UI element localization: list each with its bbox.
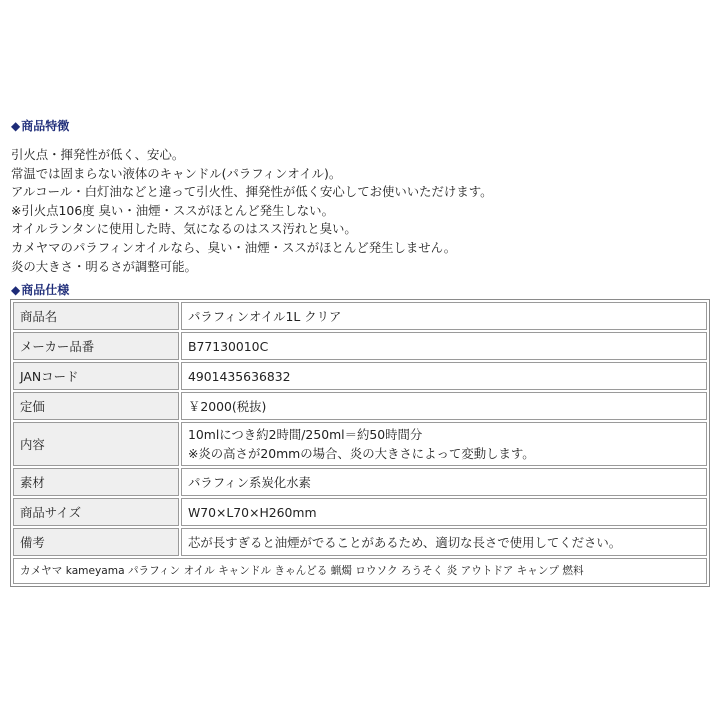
spec-row-product-name — [13, 302, 707, 330]
spec-value-line: ￥2000(税抜) — [188, 398, 267, 414]
spec-row-jan-code — [13, 362, 707, 390]
spec-value-line: パラフィン系炭化水素 — [188, 474, 311, 490]
feature-line: ※引火点106度 臭い・油煙・ススがほとんど発生しない。 — [11, 202, 334, 218]
spec-value — [181, 362, 707, 390]
features-heading-text: 商品特徴 — [21, 119, 70, 133]
spec-table — [10, 299, 710, 587]
features-list — [11, 146, 493, 276]
feature-line: カメヤマのパラフィンオイルなら、臭い・油煙・ススがほとんど発生しません。 — [11, 239, 457, 255]
spec-row-material — [13, 468, 707, 496]
diamond-bullet-icon: ◆ — [11, 119, 21, 133]
spec-row-maker-code — [13, 332, 707, 360]
features-heading — [11, 119, 69, 133]
spec-value — [181, 302, 707, 330]
spec-row-keywords — [13, 558, 707, 584]
spec-label: 商品名 — [13, 302, 179, 330]
feature-line: 常温では固まらない液体のキャンドル(パラフィンオイル)。 — [11, 165, 342, 181]
spec-label: 備考 — [13, 528, 179, 556]
feature-line: 炎の大きさ・明るさが調整可能。 — [11, 258, 197, 274]
keywords-cell: カメヤマ kameyama パラフィン オイル キャンドル きゃんどる 蝋燭 ロウソク ろうそく 炎 アウトドア キャンプ 燃料 — [13, 558, 707, 584]
spec-value — [181, 332, 707, 360]
specs-heading-text: 商品仕様 — [21, 283, 70, 297]
spec-value-line: 10mlにつき約2時間/250ml＝約50時間分 — [188, 427, 423, 442]
spec-value — [181, 422, 707, 466]
spec-label: JANコード — [13, 362, 179, 390]
spec-value — [181, 498, 707, 526]
spec-value — [181, 392, 707, 420]
feature-line: 引火点・揮発性が低く、安心。 — [11, 147, 185, 162]
spec-row-contents — [13, 422, 707, 466]
spec-value-line: ※炎の高さが20mmの場合、炎の大きさによって変動します。 — [188, 446, 535, 461]
spec-value-line: W70×L70×H260mm — [188, 504, 317, 520]
spec-value-line: 4901435636832 — [188, 368, 291, 384]
spec-value — [181, 528, 707, 556]
feature-line: アルコール・白灯油などと違って引火性、揮発性が低く安心してお使いいただけます。 — [11, 184, 493, 200]
spec-label: 定価 — [13, 392, 179, 420]
spec-row-price — [13, 392, 707, 420]
spec-value — [181, 468, 707, 496]
spec-row-size — [13, 498, 707, 526]
spec-label: 素材 — [13, 468, 179, 496]
spec-label: メーカー品番 — [13, 332, 179, 360]
spec-label: 商品サイズ — [13, 498, 179, 526]
spec-value-line: 芯が長すぎると油煙がでることがあるため、適切な長さで使用してください。 — [188, 534, 622, 550]
spec-label: 内容 — [13, 422, 179, 466]
spec-row-notes — [13, 528, 707, 556]
feature-line: オイルランタンに使用した時、気になるのはスス汚れと臭い。 — [11, 221, 357, 237]
specs-heading — [11, 283, 69, 297]
spec-value-line: B77130010C — [188, 338, 269, 354]
diamond-bullet-icon: ◆ — [11, 283, 21, 297]
spec-value-line: パラフィンオイル1L クリア — [188, 308, 342, 324]
